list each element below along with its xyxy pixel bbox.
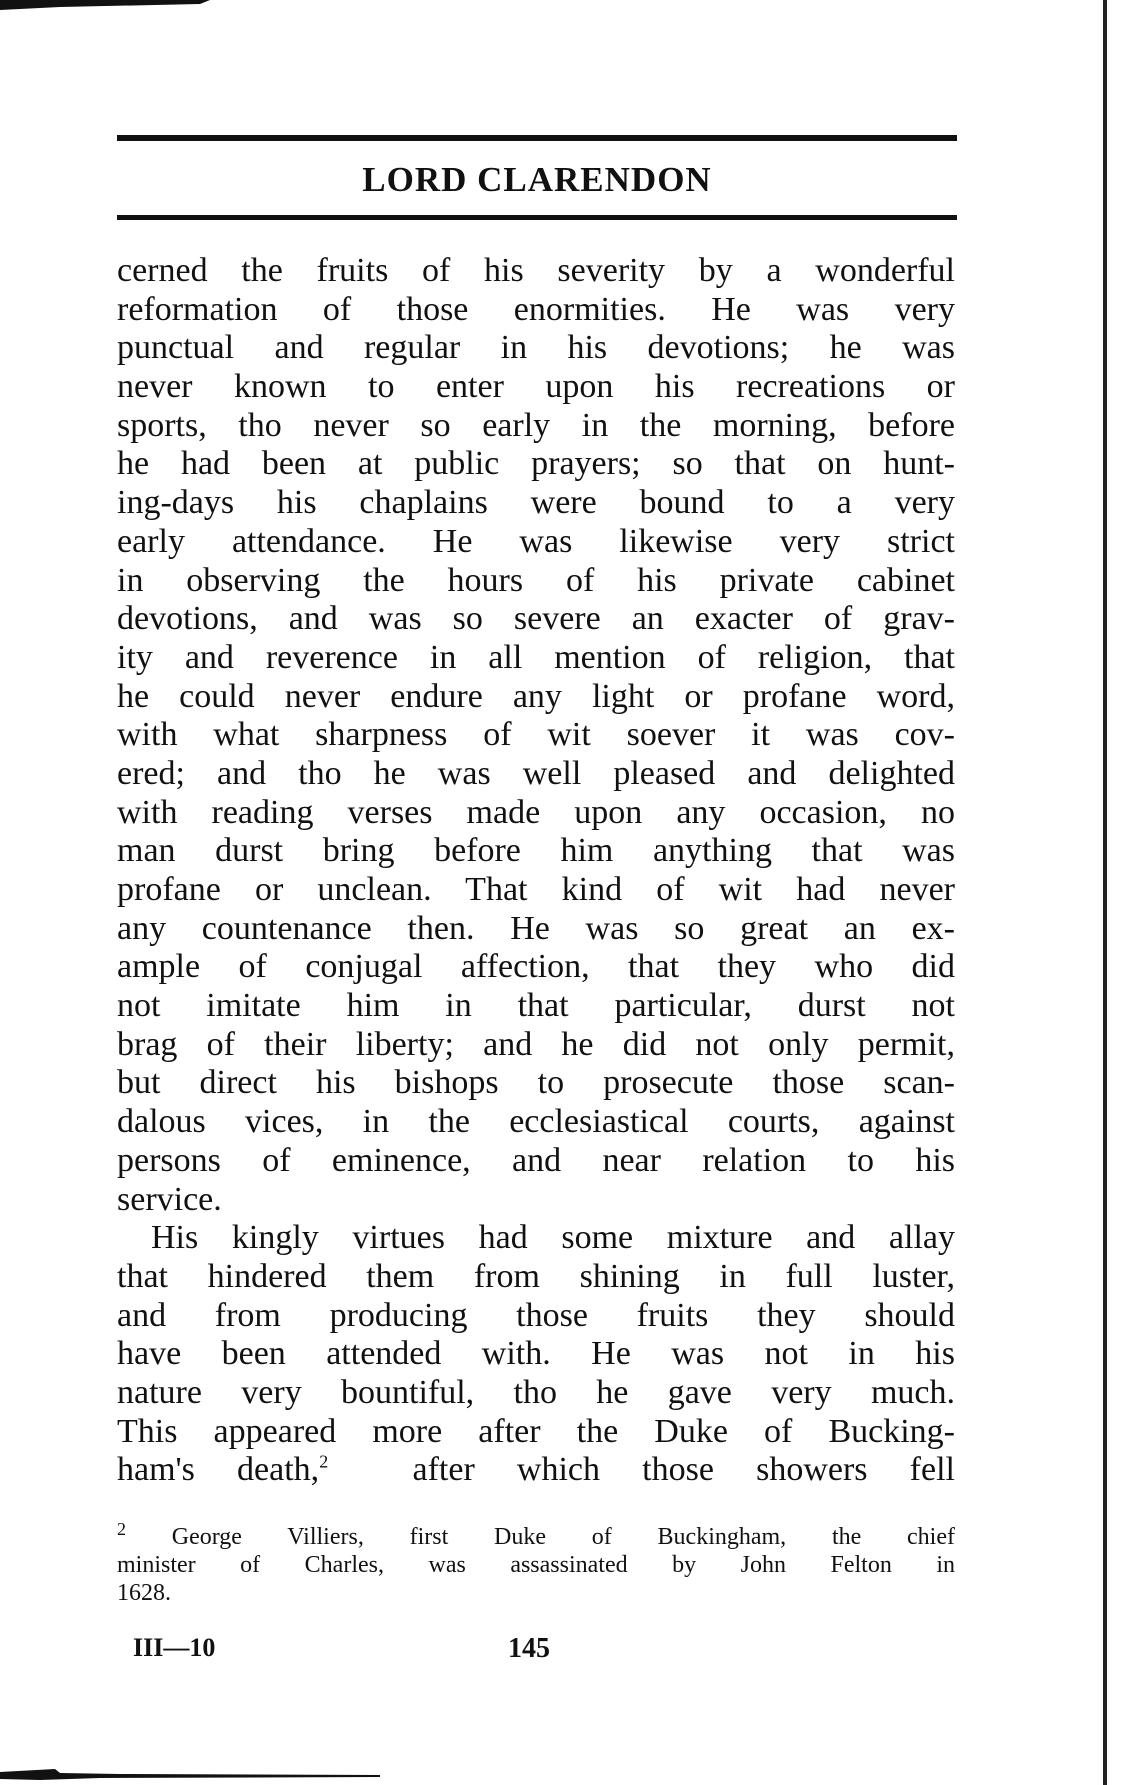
text-line: in observing the hours of his private cabinet — [117, 561, 955, 599]
footnote-line: 1628. — [117, 1580, 171, 1606]
text-line: ing-days his chaplains were bound to a very — [117, 484, 955, 522]
text-line: ity and reverence in all mention of religion, that — [117, 638, 955, 676]
signature-mark: III—10 — [133, 1633, 216, 1662]
body-text — [117, 252, 955, 1490]
text-line: reformation of those enormities. He was very — [117, 290, 955, 328]
text-line: but direct his bishops to prosecute those scan- — [117, 1064, 955, 1102]
text-line: service. — [117, 1180, 222, 1218]
text-line: nature very bountiful, tho he gave very much. — [117, 1373, 955, 1411]
text-line: man durst bring before him anything that was — [117, 832, 955, 870]
text-line: devotions, and was so severe an exacter of grav- — [117, 600, 955, 638]
running-head: LORD CLARENDON — [362, 160, 712, 199]
text-line: ample of conjugal affection, that they who did — [117, 948, 955, 986]
text-line: sports, tho never so early in the morning, before — [117, 406, 955, 444]
text-line: any countenance then. He was so great an ex- — [117, 909, 955, 947]
text-line: never known to enter upon his recreations or — [117, 368, 955, 406]
text-line-part: ham's death, — [117, 1451, 320, 1489]
text-line: he had been at public prayers; so that on hunt- — [117, 445, 955, 483]
scan-edge-mark-bottom — [0, 1766, 380, 1782]
text-line: that hindered them from shining in full luster, — [117, 1257, 955, 1295]
footnote-marker: 2 — [117, 1519, 126, 1539]
footnote-line — [117, 1519, 955, 1551]
text-line: His kingly virtues had some mixture and allay — [151, 1219, 955, 1257]
text-line: early attendance. He was likewise very strict — [117, 522, 955, 560]
text-line-part: after which those showers fell — [412, 1451, 955, 1489]
text-line: profane or unclean. That kind of wit had never — [117, 871, 955, 908]
text-line: and from producing those fruits they should — [117, 1296, 955, 1334]
text-line: dalous vices, in the ecclesiastical courts, against — [117, 1103, 955, 1141]
header-rule-top — [117, 135, 957, 141]
scan-edge-right — [1103, 0, 1107, 1785]
text-line: with what sharpness of wit soever it was cov- — [117, 716, 955, 754]
header-rule-bottom — [117, 215, 957, 220]
footnote — [117, 1519, 955, 1607]
scan-edge-mark-top — [0, 0, 210, 10]
text-line: ered; and tho he was well pleased and delighted — [117, 754, 955, 792]
footnote-reference: 2 — [319, 1451, 329, 1472]
footnote-text: George Villiers, first Duke of Buckingham, the chief — [171, 1524, 955, 1550]
page-number: 145 — [508, 1633, 550, 1664]
text-line: with reading verses made upon any occasion, no — [117, 793, 955, 831]
text-line: not imitate him in that particular, durst not — [117, 987, 955, 1025]
text-line: persons of eminence, and near relation to his — [117, 1141, 955, 1179]
text-line: cerned the fruits of his severity by a wonderful — [117, 252, 955, 289]
text-line — [117, 1451, 955, 1490]
text-line: punctual and regular in his devotions; he was — [117, 329, 955, 367]
text-line: This appeared more after the Duke of Bucking- — [117, 1412, 955, 1450]
text-line: brag of their liberty; and he did not only permit, — [117, 1025, 955, 1063]
footnote-line: minister of Charles, was assassinated by John Felton in — [117, 1552, 955, 1578]
text-line: he could never endure any light or profane word, — [117, 677, 955, 715]
text-line: have been attended with. He was not in his — [117, 1335, 955, 1373]
